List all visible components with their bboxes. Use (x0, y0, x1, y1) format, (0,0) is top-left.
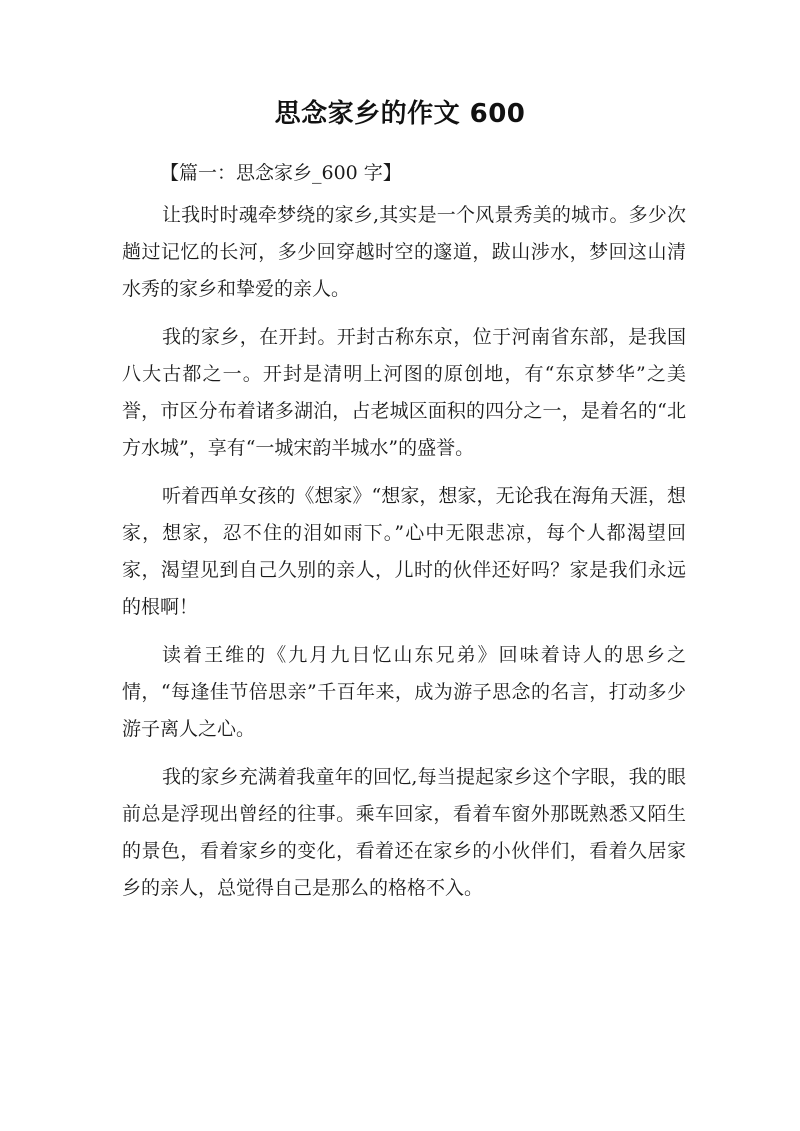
paragraph-5: 我的家乡充满着我童年的回忆,每当提起家乡这个字眼，我的眼前总是浮现出曾经的往事。乘车回家，看着车窗外那既熟悉又陌生的景色，看着家乡的变化，看着还在家乡的小伙伴们，看着久居家乡的亲人，总觉得自己是那么的格格不入。 (122, 766, 686, 899)
document-title: 思念家乡的作文 600 (274, 99, 526, 129)
paragraph-3: 听着西单女孩的《想家》“想家，想家，无论我在海角天涯，想家，想家，忍不住的泪如雨下。”心中无限悲凉，每个人都渴望回家，渴望见到自己久别的亲人，儿时的伙伴还好吗？家是我们永远的根啊！ (122, 485, 686, 618)
paragraph-2: 我的家乡，在开封。开封古称东京，位于河南省东部，是我国八大古都之一。开封是清明上河图的原创地，有“东京梦华”之美誉，市区分布着诸多湖泊，占老城区面积的四分之一，是着名的“北方水城”，享有“一城宋韵半城水”的盛誉。 (122, 326, 686, 459)
essay-body (122, 197, 686, 918)
paragraph-1: 让我时时魂牵梦绕的家乡,其实是一个风景秀美的城市。多少次趟过记忆的长河，多少回穿越时空的邃道，跋山涉水，梦回这山清水秀的家乡和挚爱的亲人。 (122, 204, 686, 300)
paragraph-4: 读着王维的《九月九日忆山东兄弟》回味着诗人的思乡之情，“每逢佳节倍思亲”千百年来，成为游子思念的名言，打动多少游子离人之心。 (122, 644, 686, 740)
section-heading: 【篇一：思念家乡_600 字】 (160, 162, 402, 184)
